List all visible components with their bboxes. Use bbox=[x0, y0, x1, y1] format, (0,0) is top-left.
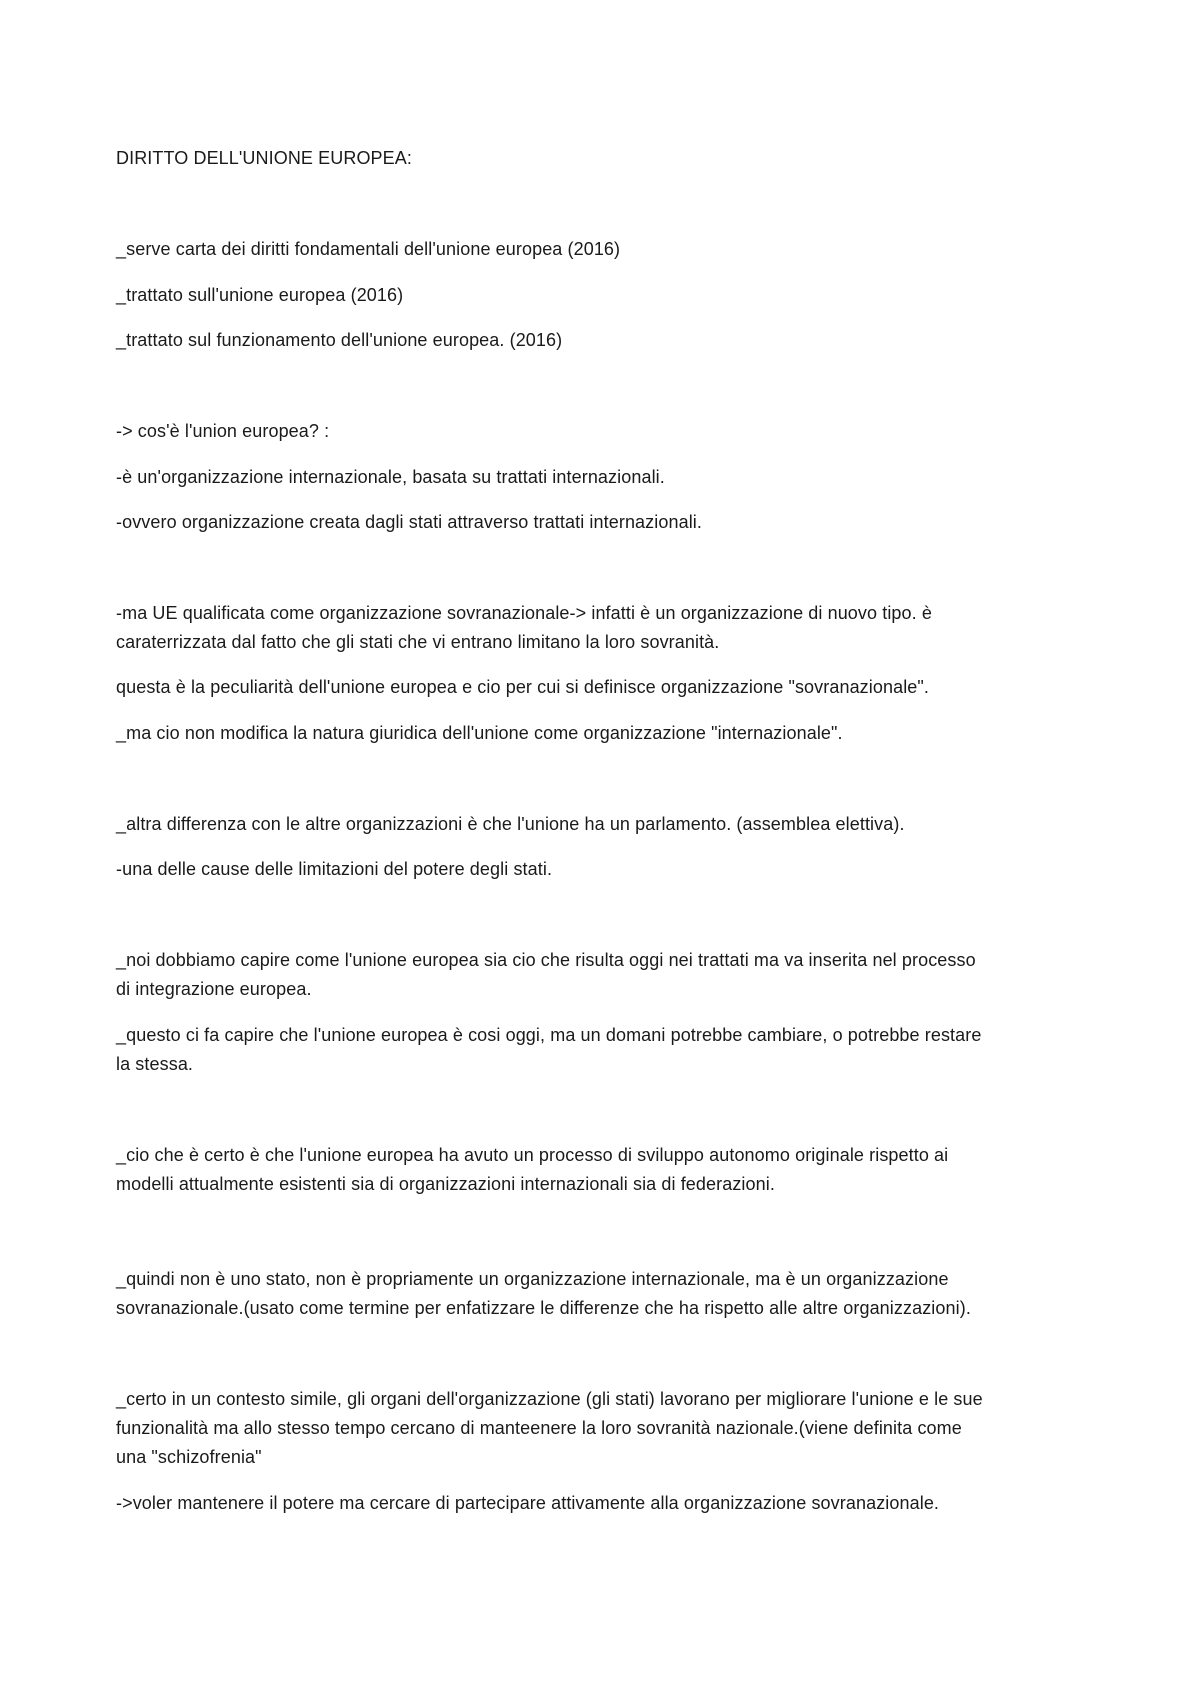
text-line: _certo in un contesto simile, gli organi dell'organizzazione (gli stati) lavorano per migliorare l'unione e le sue bbox=[116, 1389, 983, 1409]
document-title: DIRITTO DELL'UNIONE EUROPEA: bbox=[116, 148, 412, 168]
text-line: -ma UE qualificata come organizzazione sovranazionale-> infatti è un organizzazione di nuovo tipo. è bbox=[116, 603, 932, 623]
text-line: _noi dobbiamo capire come l'unione europea sia cio che risulta oggi nei trattati ma va inserita nel processo bbox=[116, 950, 976, 970]
text-line: _serve carta dei diritti fondamentali dell'unione europea (2016) bbox=[116, 239, 621, 259]
text-line: di integrazione europea. bbox=[116, 979, 312, 999]
text-line: _trattato sul funzionamento dell'unione europea. (2016) bbox=[116, 330, 563, 350]
text-line: modelli attualmente esistenti sia di organizzazioni internazionali sia di federazioni. bbox=[116, 1174, 775, 1194]
text-line: questa è la peculiarità dell'unione europea e cio per cui si definisce organizzazione "sovranazionale". bbox=[116, 677, 930, 697]
text-line: _quindi non è uno stato, non è propriamente un organizzazione internazionale, ma è un organizzazione bbox=[116, 1269, 949, 1289]
text-line: la stessa. bbox=[116, 1054, 194, 1074]
text-line: sovranazionale.(usato come termine per enfatizzare le differenze che ha rispetto alle altre organizzazioni). bbox=[116, 1298, 971, 1318]
text-line: funzionalità ma allo stesso tempo cercano di manteenere la loro sovranità nazionale.(viene definita come bbox=[116, 1418, 962, 1438]
text-line: una "schizofrenia" bbox=[116, 1447, 262, 1467]
text-line: _trattato sull'unione europea (2016) bbox=[116, 285, 404, 305]
text-line: -ovvero organizzazione creata dagli stati attraverso trattati internazionali. bbox=[116, 512, 702, 532]
text-line: _altra differenza con le altre organizzazioni è che l'unione ha un parlamento. (assemblea elettiva). bbox=[116, 814, 905, 834]
text-line: _ma cio non modifica la natura giuridica dell'unione come organizzazione "internazionale". bbox=[116, 723, 843, 743]
text-line: _questo ci fa capire che l'unione europea è cosi oggi, ma un domani potrebbe cambiare, o potrebbe restare bbox=[116, 1025, 982, 1045]
text-line: -> cos'è l'union europea? : bbox=[116, 421, 330, 441]
text-line: -una delle cause delle limitazioni del potere degli stati. bbox=[116, 859, 553, 879]
text-line: ->voler mantenere il potere ma cercare di partecipare attivamente alla organizzazione sovranazionale. bbox=[116, 1493, 940, 1513]
text-line: _cio che è certo è che l'unione europea ha avuto un processo di sviluppo autonomo originale rispetto ai bbox=[116, 1145, 949, 1165]
text-line: -è un'organizzazione internazionale, basata su trattati internazionali. bbox=[116, 467, 665, 487]
text-line: caraterrizzata dal fatto che gli stati che vi entrano limitano la loro sovranità. bbox=[116, 632, 720, 652]
